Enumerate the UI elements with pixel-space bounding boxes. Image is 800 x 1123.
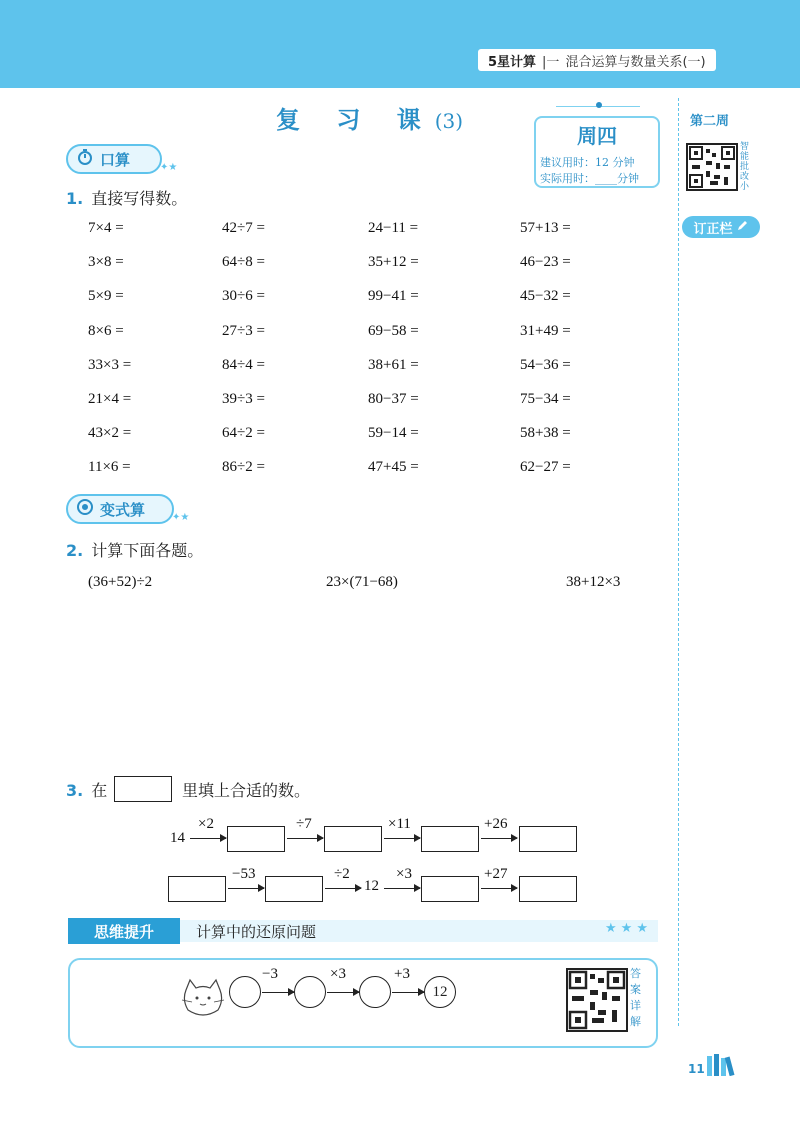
header-bar (0, 0, 800, 88)
books-icon (706, 1054, 736, 1076)
oral-expression: 57+13 = (520, 220, 571, 236)
actual-time: 实际用时：____分钟 (540, 172, 639, 185)
arrow-icon (327, 992, 359, 993)
star-decoration-icon: ✦★ (172, 512, 190, 523)
book-brand: 5星计算 (488, 54, 537, 70)
oral-expression: 75−34 = (520, 391, 571, 407)
row2-op-1: −53 (232, 866, 256, 882)
oral-expression: 8×6 = (88, 323, 124, 339)
thinking-bar (68, 918, 658, 944)
thinking-op-2: ×3 (330, 966, 346, 982)
oral-expression: 5×9 = (88, 288, 124, 304)
thinking-title: 计算中的还原问题 (196, 923, 317, 941)
arrow-icon (481, 838, 517, 839)
question-3-suffix: 里填上合适的数。 (182, 781, 311, 800)
question-3-prefix: 在 (91, 781, 108, 800)
unknown-circle-3[interactable] (359, 976, 391, 1008)
arrow-icon (228, 888, 264, 889)
thinking-tag: 思维提升 (68, 918, 180, 944)
suggested-time: 建议用时：12 分钟 (540, 156, 635, 169)
row1-box-2[interactable] (324, 826, 382, 852)
row2-mid-value: 12 (364, 878, 379, 894)
oral-expression: 38+61 = (368, 357, 419, 373)
arrow-icon (287, 838, 323, 839)
oral-expression: 59−14 = (368, 425, 419, 441)
oral-expression: 27÷3 = (222, 323, 265, 339)
row2-box-1[interactable] (168, 876, 226, 902)
question-2-title (66, 538, 203, 561)
oral-expression: 80−37 = (368, 391, 419, 407)
chapter-breadcrumb (478, 49, 716, 71)
row2-box-2[interactable] (265, 876, 323, 902)
expression-3: 38+12×3 (566, 574, 621, 590)
oral-expression: 30÷6 = (222, 288, 265, 304)
breadcrumb-separator: |一 (542, 54, 560, 70)
unknown-circle-2[interactable] (294, 976, 326, 1008)
oral-expression: 46−23 = (520, 254, 571, 270)
qr-caption: 智能批改小 (740, 142, 750, 192)
oral-expression: 35+12 = (368, 254, 419, 270)
target-icon (76, 498, 94, 520)
arrow-icon (190, 838, 226, 839)
oral-expression: 31+49 = (520, 323, 571, 339)
pencil-icon (737, 219, 749, 235)
row1-op-1: ×2 (198, 816, 214, 832)
lesson-title (276, 100, 463, 135)
stopwatch-icon (76, 148, 94, 170)
section-variant-label: 变式算 (100, 500, 146, 519)
thinking-op-1: −3 (262, 966, 278, 982)
question-1-number: 1. (66, 189, 84, 208)
oral-expression: 62−27 = (520, 459, 571, 475)
oral-expression: 99−41 = (368, 288, 419, 304)
arrow-icon (262, 992, 294, 993)
arrow-icon (392, 992, 424, 993)
section-oral (66, 144, 162, 174)
lesson-title-text: 复 习 课 (276, 105, 435, 134)
arrow-icon (384, 838, 420, 839)
expression-1: (36+52)÷2 (88, 574, 153, 590)
oral-expression: 33×3 = (88, 357, 132, 373)
difficulty-stars-icon: ★★★ (605, 921, 652, 936)
sidebar-divider (678, 98, 679, 1026)
oral-expression: 84÷4 = (222, 357, 265, 373)
lesson-number: (3) (434, 109, 464, 133)
correction-tab[interactable] (682, 216, 760, 238)
oral-expression: 7×4 = (88, 220, 124, 236)
oral-expression: 47+45 = (368, 459, 419, 475)
page-number: 11 (688, 1062, 705, 1076)
question-2-number: 2. (66, 541, 84, 560)
question-3-number: 3. (66, 781, 84, 800)
question-1-title (66, 186, 187, 209)
answer-qr-code-icon[interactable] (566, 968, 628, 1032)
example-box (114, 776, 172, 802)
day-label: 周四 (577, 124, 617, 148)
oral-expression: 64÷8 = (222, 254, 265, 270)
row1-box-3[interactable] (421, 826, 479, 852)
row2-box-3[interactable] (421, 876, 479, 902)
row1-start: 14 (170, 830, 185, 846)
oral-expression: 21×4 = (88, 391, 132, 407)
row1-op-2: ÷7 (296, 816, 312, 832)
oral-expression: 11×6 = (88, 459, 131, 475)
chapter-title: 混合运算与数量关系(一) (565, 54, 706, 70)
arrow-icon (384, 888, 420, 889)
section-variant (66, 494, 174, 524)
oral-expression: 69−58 = (368, 323, 419, 339)
arrow-icon (481, 888, 517, 889)
card-pin-icon (596, 102, 602, 108)
cat-mascot-icon (178, 978, 228, 1022)
expression-2: 23×(71−68) (326, 574, 398, 590)
star-decoration-icon: ✦★ (160, 162, 178, 173)
row1-op-3: ×11 (388, 816, 411, 832)
row1-box-4[interactable] (519, 826, 577, 852)
oral-expression: 3×8 = (88, 254, 124, 270)
arrow-icon (325, 888, 361, 889)
question-3-title (66, 778, 107, 801)
oral-expression: 58+38 = (520, 425, 571, 441)
question-2-text: 计算下面各题。 (91, 541, 204, 560)
oral-expression: 54−36 = (520, 357, 571, 373)
row1-box-1[interactable] (227, 826, 285, 852)
oral-expression: 39÷3 = (222, 391, 265, 407)
row2-op-4: +27 (484, 866, 508, 882)
oral-expression: 64÷2 = (222, 425, 265, 441)
correction-tab-label: 订正栏 (693, 221, 733, 237)
qr-code-icon[interactable] (686, 143, 738, 191)
question-1-text: 直接写得数。 (91, 189, 188, 208)
oral-expression: 24−11 = (368, 220, 419, 236)
section-oral-label: 口算 (100, 150, 131, 169)
oral-expression: 43×2 = (88, 425, 132, 441)
unknown-circle-1[interactable] (229, 976, 261, 1008)
row2-op-2: ÷2 (334, 866, 350, 882)
oral-expression: 42÷7 = (222, 220, 265, 236)
result-circle: 12 (424, 976, 456, 1008)
thinking-op-3: +3 (394, 966, 410, 982)
oral-expression: 86÷2 = (222, 459, 265, 475)
row2-box-4[interactable] (519, 876, 577, 902)
day-card (534, 116, 660, 188)
row2-op-3: ×3 (396, 866, 412, 882)
oral-expression: 45−32 = (520, 288, 571, 304)
answer-qr-caption: 答案详解 (630, 967, 641, 1028)
row1-op-4: +26 (484, 816, 508, 832)
week-label: 第二周 (690, 114, 730, 129)
